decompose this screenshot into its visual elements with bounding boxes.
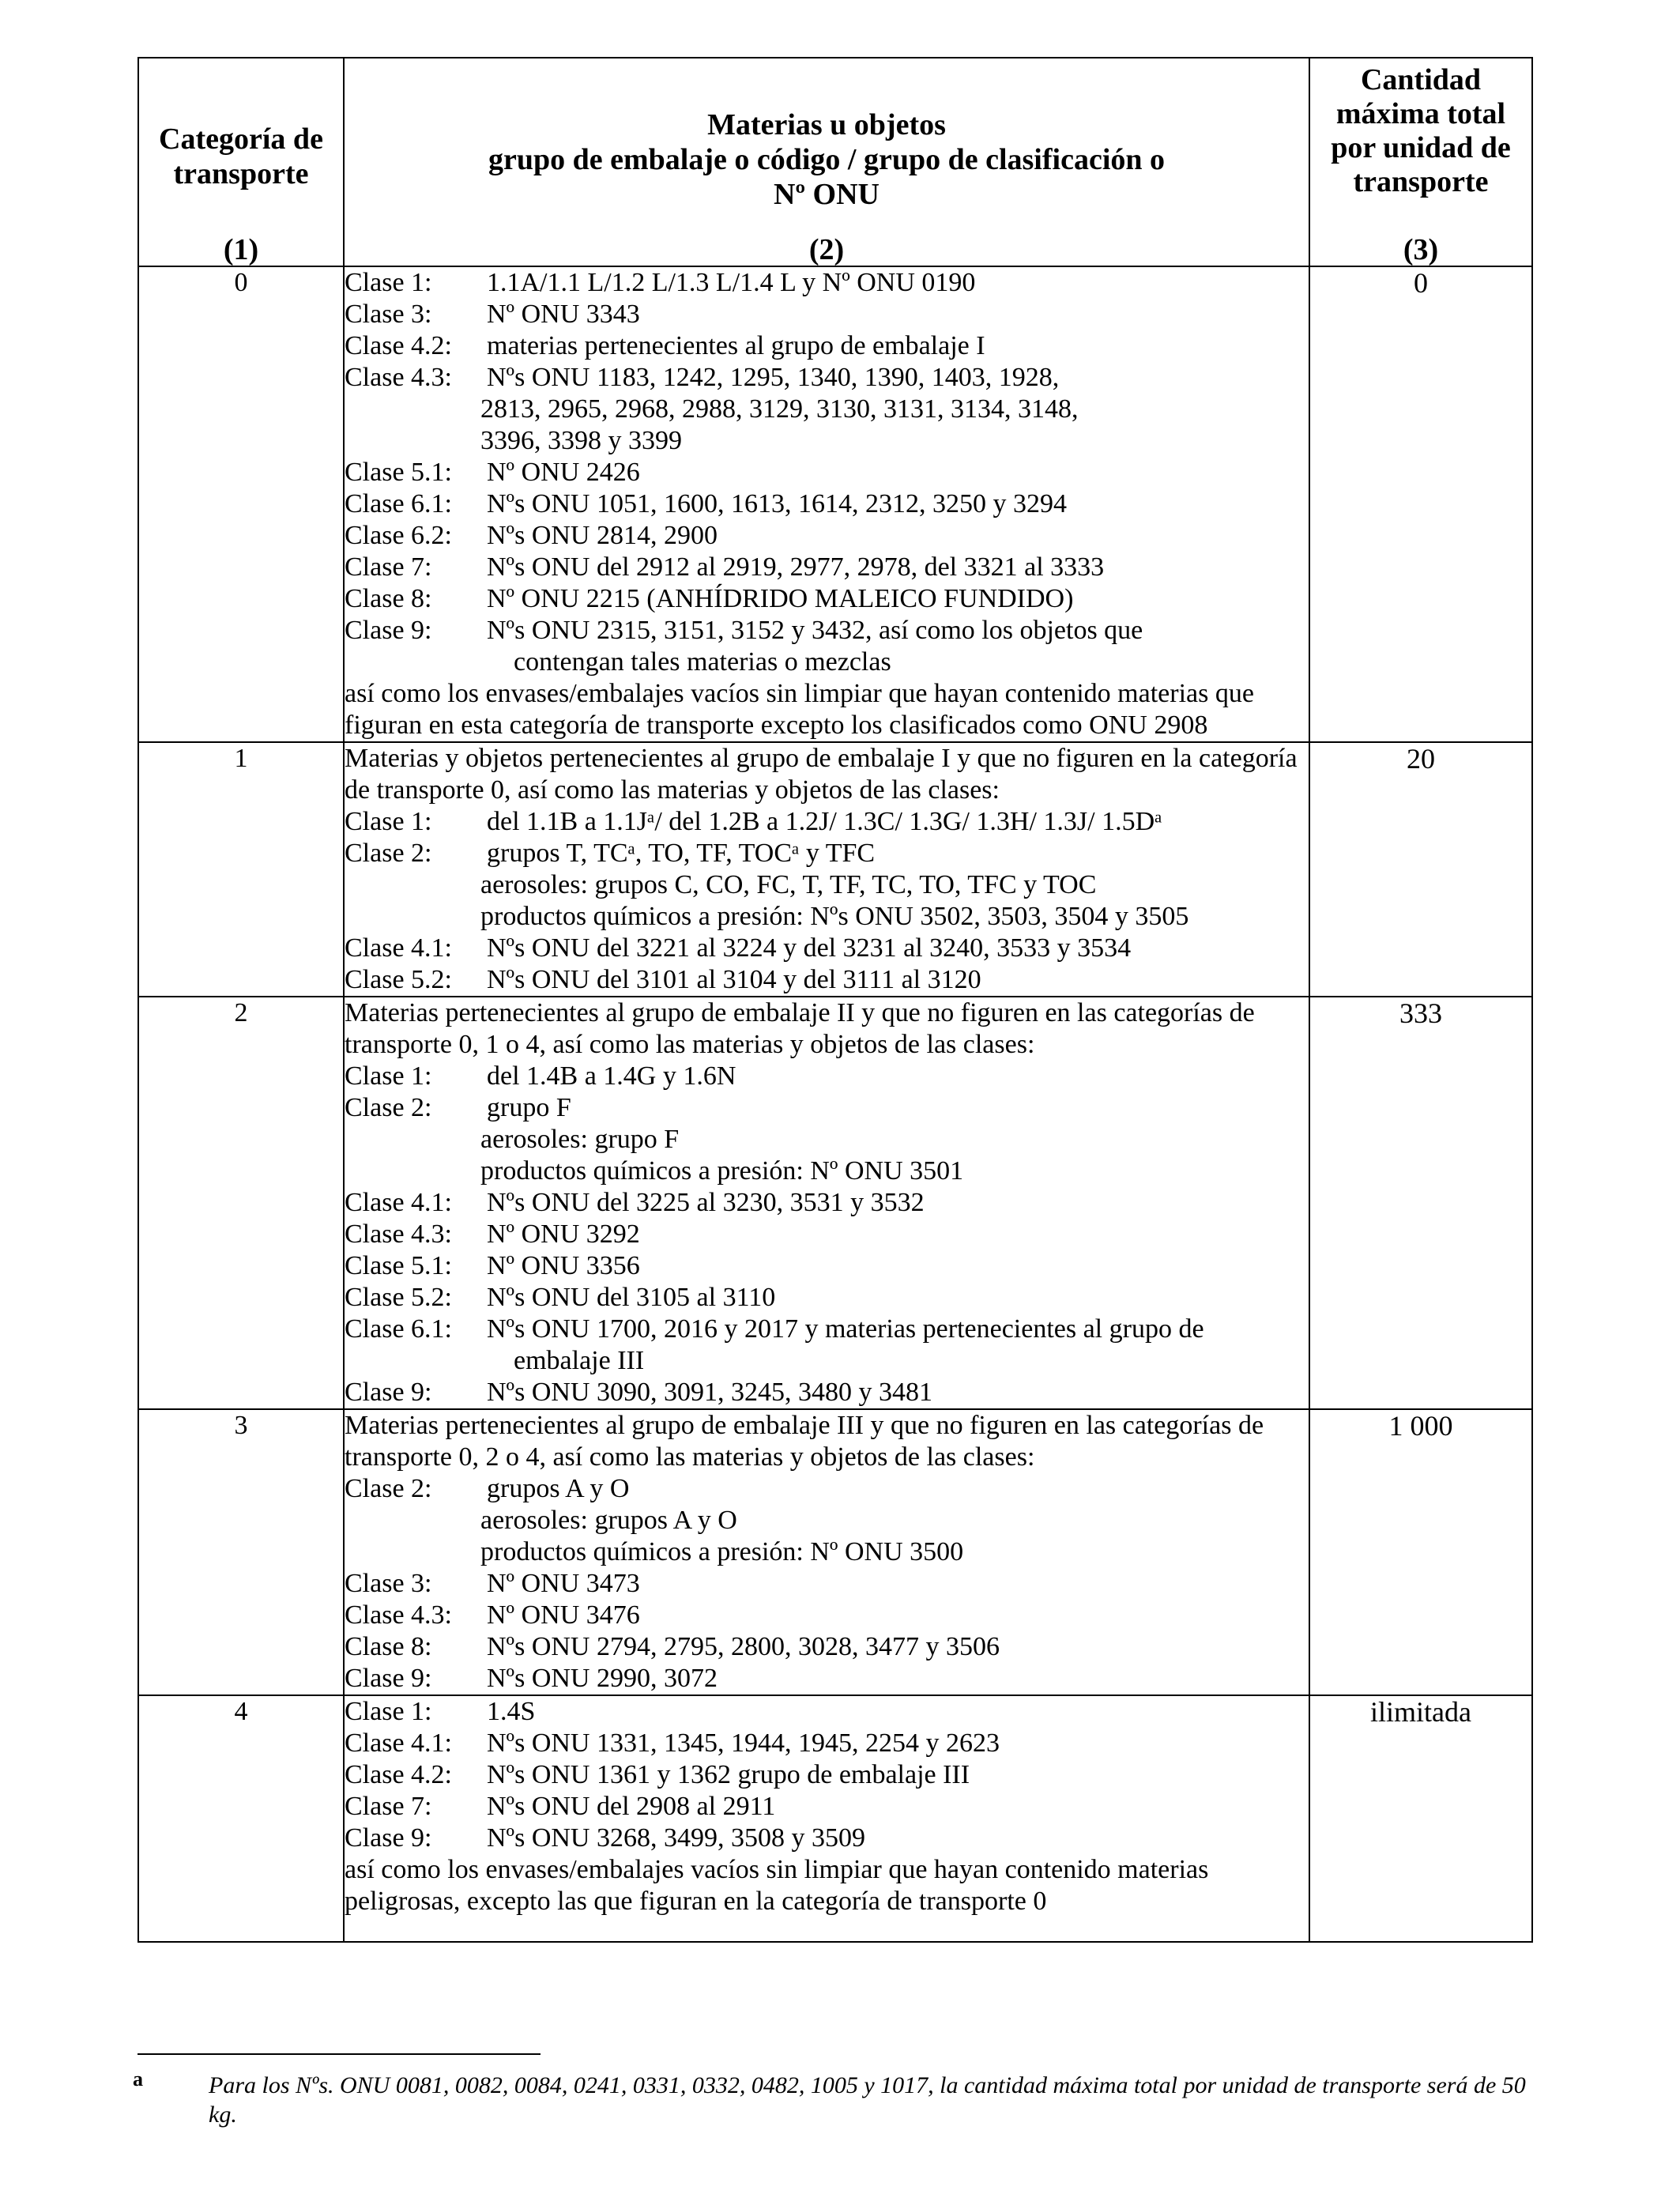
- class-label: Clase 1:: [345, 268, 432, 297]
- class-line: [345, 1728, 1309, 1759]
- table-row: [138, 997, 1532, 1409]
- class-entries: Nºs ONU 3268, 3499, 3508 y 3509: [487, 1823, 865, 1853]
- table-header-row: [138, 58, 1532, 266]
- continuation-line: aerosoles: grupos C, CO, FC, T, TF, TC, TO, TFC y TOC: [480, 870, 1097, 899]
- class-label: Clase 4.2:: [345, 1760, 452, 1789]
- class-entries: 1.1A/1.1 L/1.2 L/1.3 L/1.4 L y Nº ONU 0190: [487, 268, 976, 297]
- class-line: [345, 330, 1309, 362]
- class-entries: Nºs ONU del 2912 al 2919, 2977, 2978, del 3321 al 3333: [487, 552, 1105, 582]
- class-label: Clase 5.2:: [345, 965, 452, 994]
- class-label: Clase 3:: [345, 1569, 432, 1598]
- class-line: [345, 838, 1309, 869]
- header-materials-line2: grupo de embalaje o código / grupo de clasificación o: [488, 143, 1166, 176]
- quantity-cell: 20: [1309, 742, 1532, 997]
- class-line: [345, 1061, 1309, 1092]
- class-label: Clase 4.2:: [345, 331, 452, 360]
- class-label: Clase 4.3:: [345, 1600, 452, 1630]
- class-line: [345, 552, 1309, 583]
- continuation-line: aerosoles: grupos A y O: [480, 1506, 737, 1535]
- class-entries: Nºs ONU del 3221 al 3224 y del 3231 al 3240, 3533 y 3534: [487, 933, 1132, 963]
- class-label: Clase 9:: [345, 1823, 432, 1853]
- class-line: [345, 362, 1309, 394]
- class-entries: Nº ONU 2426: [487, 458, 640, 487]
- materials-cell: [344, 1695, 1309, 1942]
- paragraph-text: así como los envases/embalajes vacíos sin limpiar que hayan contenido materias peligrosas, excepto las que figuran en la categoría de transporte 0: [345, 1855, 1209, 1916]
- class-line: [345, 1314, 1309, 1345]
- class-label: Clase 1:: [345, 1061, 432, 1091]
- footnote-mark: a: [133, 2068, 143, 2090]
- class-entries: Nº ONU 3292: [487, 1220, 640, 1249]
- class-line: [345, 1631, 1309, 1663]
- class-label: Clase 4.3:: [345, 363, 452, 392]
- continuation-line: contengan tales materias o mezclas: [514, 647, 891, 677]
- class-entries: Nºs ONU 1183, 1242, 1295, 1340, 1390, 1403, 1928,: [487, 363, 1060, 392]
- materials-cell: [344, 266, 1309, 742]
- class-label: Clase 9:: [345, 1378, 432, 1407]
- header-materials-line1: Materias u objetos: [707, 108, 946, 141]
- header-quantity-number: (3): [1403, 233, 1439, 266]
- footnote-text: Para los Nºs. ONU 0081, 0082, 0084, 0241, 0331, 0332, 0482, 1005 y 1017, la cantidad máxima total por unidad de transporte será de 50 kg.: [209, 2072, 1526, 2128]
- table-row: [138, 266, 1532, 742]
- class-line: [345, 964, 1309, 996]
- class-entries: Nºs ONU 1361 y 1362 grupo de embalaje III: [487, 1760, 970, 1789]
- class-entries: Nºs ONU 2990, 3072: [487, 1664, 718, 1693]
- class-entries: del 1.1B a 1.1Jᵃ/ del 1.2B a 1.2J/ 1.3C/ 1.3G/ 1.3H/ 1.3J/ 1.5Dᵃ: [487, 807, 1162, 836]
- class-entries: grupos T, TCᵃ, TO, TF, TOCᵃ y TFC: [487, 839, 876, 868]
- table-row: [138, 742, 1532, 997]
- class-line: [345, 1187, 1309, 1219]
- table-row: [138, 1695, 1532, 1942]
- class-entries: Nºs ONU 2315, 3151, 3152 y 3432, así como los objetos que: [487, 616, 1143, 645]
- header-quantity-title: Cantidad máxima total por unidad de transporte: [1331, 63, 1511, 198]
- continuation-line: 2813, 2965, 2968, 2988, 3129, 3130, 3131, 3134, 3148,: [480, 394, 1079, 424]
- continuation-line: embalaje III: [514, 1346, 645, 1375]
- class-line: [345, 1377, 1309, 1408]
- class-entries: materias pertenecientes al grupo de embalaje I: [487, 331, 985, 360]
- category-cell: 2: [138, 997, 344, 1409]
- transport-category-table: [137, 57, 1533, 1943]
- class-entries: Nº ONU 3343: [487, 300, 640, 329]
- class-label: Clase 6.1:: [345, 1314, 452, 1344]
- class-line: [345, 267, 1309, 299]
- class-entries: Nº ONU 3476: [487, 1600, 640, 1630]
- materials-cell: [344, 742, 1309, 997]
- materials-cell: [344, 997, 1309, 1409]
- paragraph-text: Materias pertenecientes al grupo de embalaje II y que no figuren en las categorías de transporte 0, 1 o 4, así como las materias y objetos de las clases:: [345, 998, 1255, 1059]
- materials-cell: [344, 1409, 1309, 1695]
- class-line: [345, 520, 1309, 552]
- continuation-line: productos químicos a presión: Nº ONU 3501: [480, 1156, 964, 1186]
- class-entries: del 1.4B a 1.4G y 1.6N: [487, 1061, 736, 1091]
- class-line: [345, 488, 1309, 520]
- class-label: Clase 8:: [345, 584, 432, 613]
- class-line: [345, 1568, 1309, 1600]
- class-label: Clase 4.1:: [345, 933, 452, 963]
- class-entries: Nºs ONU del 2908 al 2911: [487, 1792, 776, 1821]
- class-line: [345, 1473, 1309, 1505]
- class-entries: grupos A y O: [487, 1474, 630, 1503]
- class-entries: Nºs ONU 1700, 2016 y 2017 y materias pertenecientes al grupo de: [487, 1314, 1204, 1344]
- category-cell: 1: [138, 742, 344, 997]
- continuation-line: aerosoles: grupo F: [480, 1125, 680, 1154]
- class-line: [345, 1823, 1309, 1854]
- class-label: Clase 6.2:: [345, 521, 452, 550]
- class-label: Clase 2:: [345, 839, 432, 868]
- class-line: [345, 615, 1309, 647]
- class-label: Clase 9:: [345, 1664, 432, 1693]
- table-body: [138, 266, 1532, 1942]
- class-line: [345, 1791, 1309, 1823]
- class-label: Clase 4.3:: [345, 1220, 452, 1249]
- class-label: Clase 5.1:: [345, 1251, 452, 1280]
- header-quantity: [1309, 58, 1532, 266]
- class-entries: Nºs ONU 2814, 2900: [487, 521, 718, 550]
- class-label: Clase 5.1:: [345, 458, 452, 487]
- continuation-line: 3396, 3398 y 3399: [480, 426, 682, 455]
- quantity-cell: 1 000: [1309, 1409, 1532, 1695]
- class-label: Clase 7:: [345, 552, 432, 582]
- footnote-divider: [137, 2053, 541, 2055]
- quantity-cell: 0: [1309, 266, 1532, 742]
- class-entries: Nº ONU 3356: [487, 1251, 640, 1280]
- header-category-number: (1): [223, 233, 259, 266]
- class-label: Clase 6.1:: [345, 489, 452, 518]
- header-materials-number: (2): [808, 233, 845, 266]
- header-category-title: Categoría de transporte: [159, 123, 323, 190]
- class-entries: Nºs ONU del 3225 al 3230, 3531 y 3532: [487, 1188, 925, 1217]
- class-entries: Nºs ONU del 3101 al 3104 y del 3111 al 3120: [487, 965, 981, 994]
- class-label: Clase 4.1:: [345, 1188, 452, 1217]
- quantity-cell: 333: [1309, 997, 1532, 1409]
- class-entries: Nº ONU 2215 (ANHÍDRIDO MALEICO FUNDIDO): [487, 584, 1074, 613]
- class-line: [345, 1219, 1309, 1250]
- class-line: [345, 1600, 1309, 1631]
- header-category: [138, 58, 344, 266]
- paragraph-text: Materias y objetos pertenecientes al grupo de embalaje I y que no figuren en la categoría de transporte 0, así como las materias y objetos de las clases:: [345, 744, 1298, 805]
- class-entries: Nºs ONU 3090, 3091, 3245, 3480 y 3481: [487, 1378, 932, 1407]
- class-label: Clase 8:: [345, 1632, 432, 1661]
- class-line: [345, 1696, 1309, 1728]
- class-line: [345, 1250, 1309, 1282]
- category-cell: 4: [138, 1695, 344, 1942]
- class-entries: Nº ONU 3473: [487, 1569, 640, 1598]
- class-entries: Nºs ONU 1051, 1600, 1613, 1614, 2312, 3250 y 3294: [487, 489, 1067, 518]
- class-label: Clase 2:: [345, 1474, 432, 1503]
- class-entries: Nºs ONU 2794, 2795, 2800, 3028, 3477 y 3506: [487, 1632, 1000, 1661]
- class-line: [345, 1282, 1309, 1314]
- class-label: Clase 1:: [345, 807, 432, 836]
- class-label: Clase 4.1:: [345, 1728, 452, 1758]
- class-line: [345, 583, 1309, 615]
- class-entries: grupo F: [487, 1093, 571, 1122]
- class-line: [345, 1759, 1309, 1791]
- paragraph-text: Materias pertenecientes al grupo de embalaje III y que no figuren en las categorías de transporte 0, 2 o 4, así como las materias y objetos de las clases:: [345, 1411, 1264, 1472]
- class-line: [345, 806, 1309, 838]
- quantity-cell: ilimitada: [1309, 1695, 1532, 1942]
- class-label: Clase 7:: [345, 1792, 432, 1821]
- class-entries: 1.4S: [487, 1697, 536, 1726]
- class-label: Clase 1:: [345, 1697, 432, 1726]
- category-cell: 3: [138, 1409, 344, 1695]
- class-line: [345, 1092, 1309, 1124]
- class-line: [345, 1663, 1309, 1695]
- header-materials: [344, 58, 1309, 266]
- class-line: [345, 457, 1309, 488]
- paragraph-text: así como los envases/embalajes vacíos sin limpiar que hayan contenido materias que figuran en esta categoría de transporte excepto los clasificados como ONU 2908: [345, 679, 1254, 740]
- class-entries: Nºs ONU del 3105 al 3110: [487, 1283, 776, 1312]
- category-cell: 0: [138, 266, 344, 742]
- class-line: [345, 933, 1309, 964]
- class-label: Clase 2:: [345, 1093, 432, 1122]
- class-label: Clase 5.2:: [345, 1283, 452, 1312]
- class-line: [345, 299, 1309, 330]
- class-label: Clase 9:: [345, 616, 432, 645]
- continuation-line: productos químicos a presión: Nºs ONU 3502, 3503, 3504 y 3505: [480, 902, 1189, 931]
- header-materials-line3: Nº ONU: [774, 178, 880, 211]
- class-label: Clase 3:: [345, 300, 432, 329]
- table-row: [138, 1409, 1532, 1695]
- class-entries: Nºs ONU 1331, 1345, 1944, 1945, 2254 y 2623: [487, 1728, 1000, 1758]
- continuation-line: productos químicos a presión: Nº ONU 3500: [480, 1537, 964, 1566]
